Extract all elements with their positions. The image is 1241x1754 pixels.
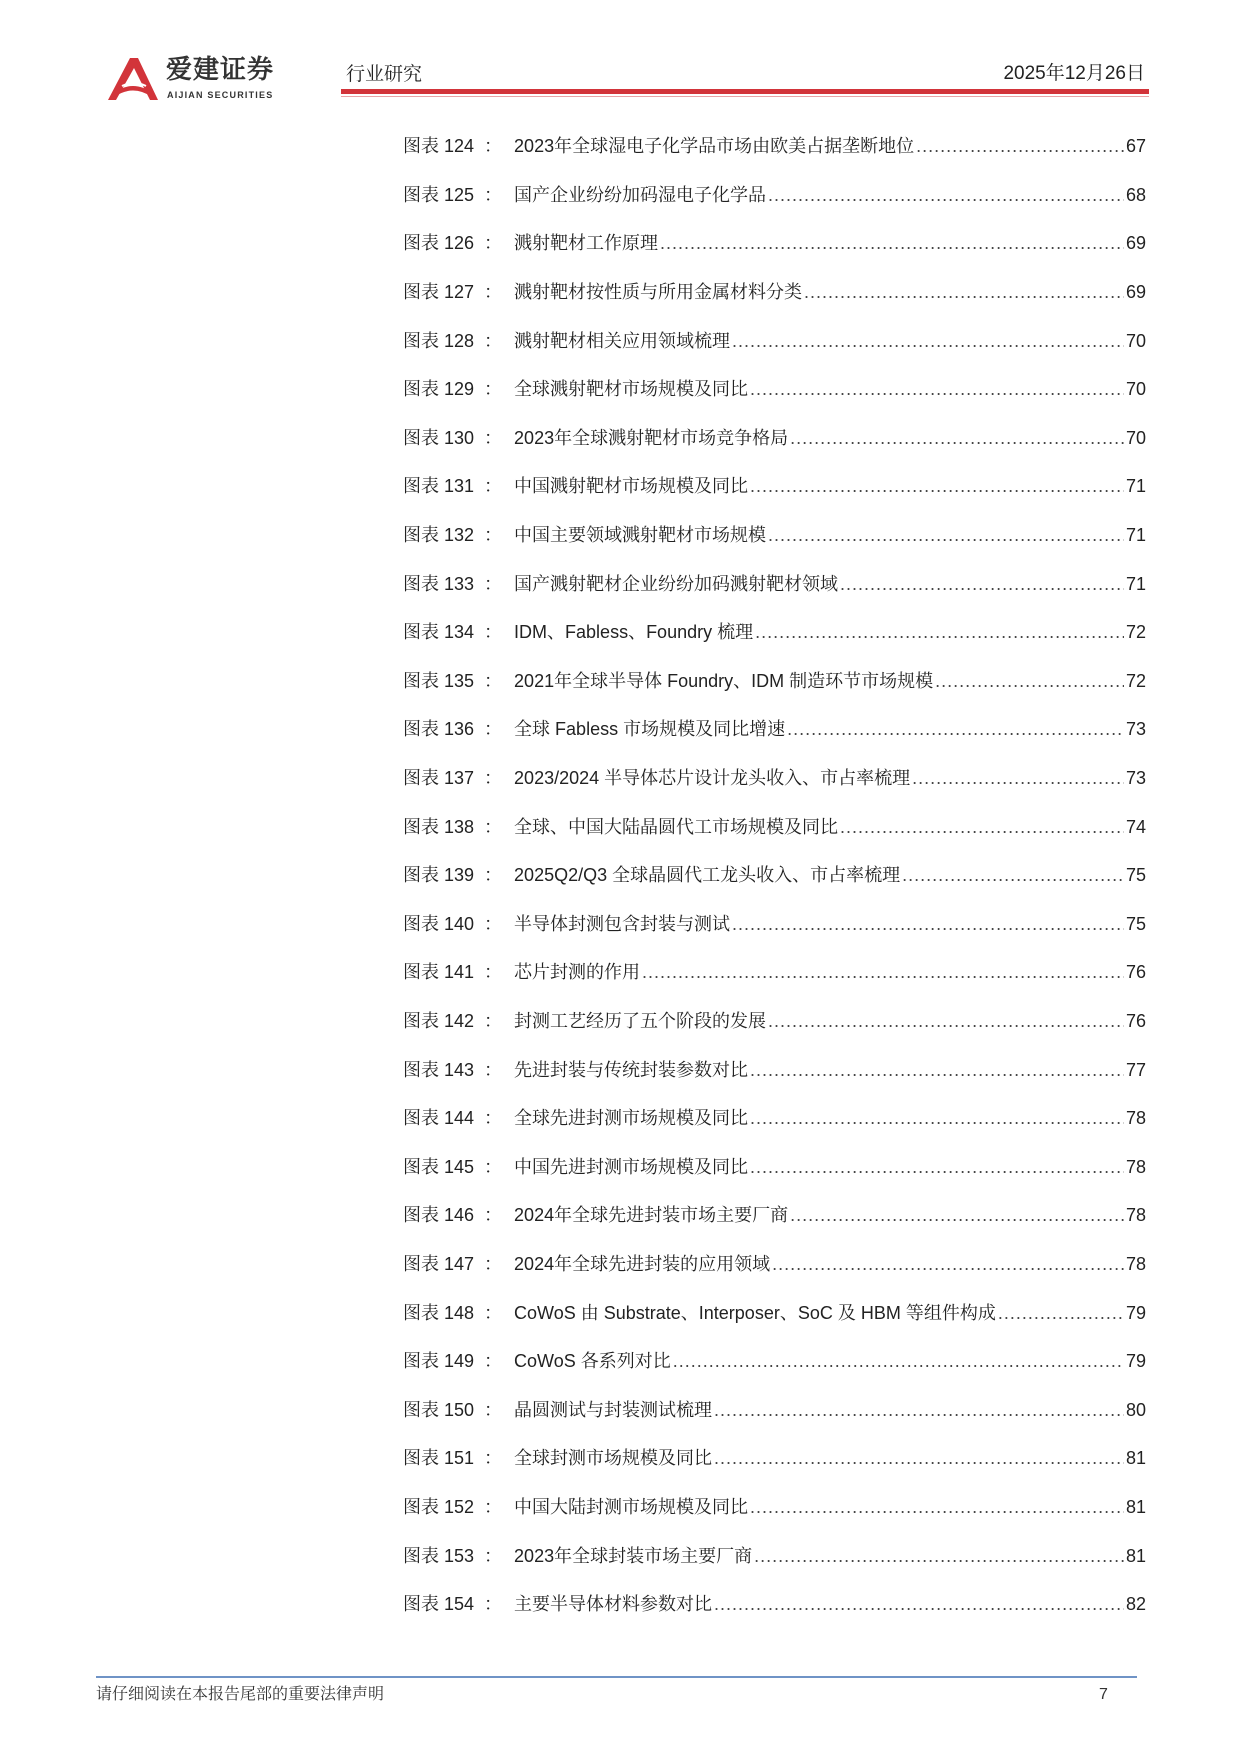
toc-entry-separator: ： bbox=[484, 1496, 503, 1517]
toc-entry-title: 2025Q2/Q3 全球晶圆代工龙头收入、市占率梳理 bbox=[514, 865, 901, 886]
toc-entry-label: 图表 127 bbox=[403, 282, 475, 303]
toc-entry-label: 图表 132 bbox=[403, 525, 475, 546]
toc-entry-separator: ： bbox=[484, 1205, 503, 1226]
toc-entry[interactable] bbox=[403, 1483, 1146, 1532]
toc-entry-label: 图表 146 bbox=[403, 1205, 475, 1226]
toc-entry-title: 中国主要领域溅射靶材市场规模 bbox=[514, 525, 767, 546]
toc-entry-page: 76 bbox=[1125, 962, 1146, 983]
toc-entry-title: 全球 Fabless 市场规模及同比增速 bbox=[514, 719, 786, 740]
toc-entry-label: 图表 152 bbox=[403, 1496, 475, 1517]
toc-entry-title: 全球、中国大陆晶圆代工市场规模及同比 bbox=[514, 816, 839, 837]
toc-dot-leader bbox=[998, 1301, 1124, 1325]
toc-entry-label: 图表 128 bbox=[403, 330, 475, 351]
toc-entry-page: 78 bbox=[1125, 1156, 1146, 1177]
toc-entry-separator: ： bbox=[484, 1059, 503, 1080]
toc-entry-page: 70 bbox=[1125, 427, 1146, 448]
toc-entry-title: 2021年全球半导体 Foundry、IDM 制造环节市场规模 bbox=[514, 670, 934, 691]
toc-entry[interactable] bbox=[403, 268, 1146, 317]
toc-entry-label: 图表 151 bbox=[403, 1448, 475, 1469]
toc-dot-leader bbox=[714, 1446, 1124, 1470]
toc-dot-leader bbox=[912, 766, 1124, 790]
toc-dot-leader bbox=[787, 717, 1124, 741]
toc-entry-separator: ： bbox=[484, 1108, 503, 1129]
toc-dot-leader bbox=[750, 474, 1124, 498]
toc-entry-page: 71 bbox=[1125, 476, 1146, 497]
toc-entry[interactable] bbox=[403, 171, 1146, 220]
toc-entry-separator: ： bbox=[484, 670, 503, 691]
toc-entry-title: 全球封测市场规模及同比 bbox=[514, 1448, 713, 1469]
toc-entry[interactable] bbox=[403, 1191, 1146, 1240]
toc-entry-page: 68 bbox=[1125, 184, 1146, 205]
toc-dot-leader bbox=[642, 960, 1124, 984]
toc-dot-leader bbox=[768, 1009, 1124, 1033]
toc-entry-page: 77 bbox=[1125, 1059, 1146, 1080]
toc-entry-page: 78 bbox=[1125, 1205, 1146, 1226]
toc-entry-separator: ： bbox=[484, 282, 503, 303]
toc-entry-page: 82 bbox=[1125, 1594, 1146, 1615]
toc-entry-label: 图表 130 bbox=[403, 427, 475, 448]
toc-entry-title: CoWoS 各系列对比 bbox=[514, 1351, 671, 1372]
toc-dot-leader bbox=[732, 912, 1124, 936]
toc-entry-separator: ： bbox=[484, 573, 503, 594]
toc-entry-separator: ： bbox=[484, 1302, 503, 1323]
header-divider-thin bbox=[341, 96, 1149, 97]
toc-entry[interactable] bbox=[403, 365, 1146, 414]
toc-entry-page: 75 bbox=[1125, 865, 1146, 886]
toc-entry-title: 2024年全球先进封装的应用领域 bbox=[514, 1253, 771, 1274]
toc-entry-page: 72 bbox=[1125, 622, 1146, 643]
toc-entry-title: 中国溅射靶材市场规模及同比 bbox=[514, 476, 749, 497]
toc-entry-label: 图表 139 bbox=[403, 865, 475, 886]
toc-entry-separator: ： bbox=[484, 1448, 503, 1469]
toc-dot-leader bbox=[714, 1592, 1124, 1616]
toc-entry-label: 图表 154 bbox=[403, 1594, 475, 1615]
toc-entry[interactable] bbox=[403, 705, 1146, 754]
toc-entry-title: 2023年全球湿电子化学品市场由欧美占据垄断地位 bbox=[514, 136, 915, 157]
toc-entry-page: 81 bbox=[1125, 1545, 1146, 1566]
company-logo bbox=[106, 54, 306, 104]
header-divider bbox=[341, 89, 1149, 94]
toc-entry[interactable] bbox=[403, 559, 1146, 608]
toc-entry-title: 中国大陆封测市场规模及同比 bbox=[514, 1496, 749, 1517]
toc-entry-separator: ： bbox=[484, 1156, 503, 1177]
toc-dot-leader bbox=[754, 1544, 1124, 1568]
logo-text-en: AIJIAN SECURITIES bbox=[167, 90, 274, 100]
toc-entry[interactable] bbox=[403, 1531, 1146, 1580]
toc-entry-label: 图表 134 bbox=[403, 622, 475, 643]
toc-entry-page: 76 bbox=[1125, 1010, 1146, 1031]
toc-entry-label: 图表 125 bbox=[403, 184, 475, 205]
toc-entry[interactable] bbox=[403, 851, 1146, 900]
toc-entry-label: 图表 147 bbox=[403, 1253, 475, 1274]
toc-entry-separator: ： bbox=[484, 1545, 503, 1566]
toc-entry[interactable] bbox=[403, 1094, 1146, 1143]
logo-text-cn: 爱建证券 bbox=[166, 54, 275, 84]
toc-dot-leader bbox=[804, 280, 1124, 304]
toc-entry-page: 71 bbox=[1125, 525, 1146, 546]
toc-dot-leader bbox=[750, 1495, 1124, 1519]
toc-entry-title: 先进封装与传统封装参数对比 bbox=[514, 1059, 749, 1080]
report-section: 行业研究 bbox=[346, 64, 423, 85]
toc-entry-page: 69 bbox=[1125, 233, 1146, 254]
toc-dot-leader bbox=[750, 1058, 1124, 1082]
toc-entry-label: 图表 145 bbox=[403, 1156, 475, 1177]
toc-entry-label: 图表 129 bbox=[403, 379, 475, 400]
toc-entry-separator: ： bbox=[484, 1351, 503, 1372]
toc-entry-separator: ： bbox=[484, 476, 503, 497]
toc-entry-label: 图表 136 bbox=[403, 719, 475, 740]
footer-divider bbox=[96, 1676, 1137, 1678]
toc-entry[interactable] bbox=[403, 511, 1146, 560]
toc-dot-leader bbox=[790, 426, 1124, 450]
toc-entry-title: 溅射靶材工作原理 bbox=[514, 233, 659, 254]
toc-dot-leader bbox=[772, 1252, 1124, 1276]
page-number: 7 bbox=[1099, 1686, 1108, 1703]
toc-entry-separator: ： bbox=[484, 913, 503, 934]
toc-entry-title: 2023年全球溅射靶材市场竞争格局 bbox=[514, 427, 789, 448]
toc-entry-title: 全球溅射靶材市场规模及同比 bbox=[514, 379, 749, 400]
toc-entry-page: 79 bbox=[1125, 1351, 1146, 1372]
toc-dot-leader bbox=[790, 1203, 1124, 1227]
toc-entry-title: 溅射靶材按性质与所用金属材料分类 bbox=[514, 282, 803, 303]
toc-entry-page: 75 bbox=[1125, 913, 1146, 934]
toc-dot-leader bbox=[750, 377, 1124, 401]
toc-entry-separator: ： bbox=[484, 622, 503, 643]
toc-dot-leader bbox=[660, 231, 1124, 255]
toc-entry-page: 69 bbox=[1125, 282, 1146, 303]
toc-entry-page: 73 bbox=[1125, 768, 1146, 789]
toc-entry-page: 72 bbox=[1125, 670, 1146, 691]
toc-entry-label: 图表 142 bbox=[403, 1010, 475, 1031]
toc-entry-page: 67 bbox=[1125, 136, 1146, 157]
toc-dot-leader bbox=[916, 134, 1124, 158]
toc-entry-separator: ： bbox=[484, 865, 503, 886]
toc-entry-page: 71 bbox=[1125, 573, 1146, 594]
toc-entry-label: 图表 149 bbox=[403, 1351, 475, 1372]
toc-entry-title: 国产企业纷纷加码湿电子化学品 bbox=[514, 184, 767, 205]
toc-dot-leader bbox=[840, 815, 1124, 839]
toc-entry[interactable] bbox=[403, 657, 1146, 706]
toc-entry-page: 79 bbox=[1125, 1302, 1146, 1323]
toc-entry-page: 80 bbox=[1125, 1399, 1146, 1420]
toc-entry-title: 2024年全球先进封装市场主要厂商 bbox=[514, 1205, 789, 1226]
toc-entry-title: 2023/2024 半导体芯片设计龙头收入、市占率梳理 bbox=[514, 768, 911, 789]
toc-entry[interactable] bbox=[403, 122, 1146, 171]
logo-a-icon bbox=[106, 56, 160, 100]
toc-entry-title: 溅射靶材相关应用领域梳理 bbox=[514, 330, 731, 351]
toc-entry[interactable] bbox=[403, 1240, 1146, 1289]
toc-entry[interactable] bbox=[403, 900, 1146, 949]
toc-entry-separator: ： bbox=[484, 962, 503, 983]
toc-entry-separator: ： bbox=[484, 768, 503, 789]
toc-entry-title: 中国先进封测市场规模及同比 bbox=[514, 1156, 749, 1177]
toc-entry[interactable] bbox=[403, 754, 1146, 803]
toc-entry-label: 图表 124 bbox=[403, 136, 475, 157]
toc-entry-title: 封测工艺经历了五个阶段的发展 bbox=[514, 1010, 767, 1031]
toc-entry-label: 图表 153 bbox=[403, 1545, 475, 1566]
toc-dot-leader bbox=[768, 523, 1124, 547]
toc-entry-separator: ： bbox=[484, 1253, 503, 1274]
toc-entry-separator: ： bbox=[484, 719, 503, 740]
toc-entry-page: 81 bbox=[1125, 1496, 1146, 1517]
toc-entry-separator: ： bbox=[484, 233, 503, 254]
toc-entry-label: 图表 148 bbox=[403, 1302, 475, 1323]
toc-entry[interactable] bbox=[403, 948, 1146, 997]
toc-entry-separator: ： bbox=[484, 1594, 503, 1615]
figure-index-list bbox=[403, 122, 1146, 1628]
toc-entry[interactable] bbox=[403, 462, 1146, 511]
footer-disclaimer: 请仔细阅读在本报告尾部的重要法律声明 bbox=[96, 1686, 385, 1703]
toc-entry-separator: ： bbox=[484, 136, 503, 157]
toc-entry-page: 81 bbox=[1125, 1448, 1146, 1469]
toc-entry-label: 图表 144 bbox=[403, 1108, 475, 1129]
toc-entry-title: 主要半导体材料参数对比 bbox=[514, 1594, 713, 1615]
toc-entry-title: 国产溅射靶材企业纷纷加码溅射靶材领域 bbox=[514, 573, 839, 594]
toc-entry-label: 图表 131 bbox=[403, 476, 475, 497]
toc-entry[interactable] bbox=[403, 997, 1146, 1046]
toc-entry-page: 70 bbox=[1125, 330, 1146, 351]
toc-entry-separator: ： bbox=[484, 330, 503, 351]
toc-entry-label: 图表 141 bbox=[403, 962, 475, 983]
toc-entry-separator: ： bbox=[484, 1010, 503, 1031]
toc-entry[interactable] bbox=[403, 608, 1146, 657]
toc-entry[interactable] bbox=[403, 1337, 1146, 1386]
toc-dot-leader bbox=[935, 669, 1124, 693]
toc-dot-leader bbox=[755, 620, 1124, 644]
toc-entry-page: 78 bbox=[1125, 1108, 1146, 1129]
toc-entry-separator: ： bbox=[484, 427, 503, 448]
toc-entry-page: 78 bbox=[1125, 1253, 1146, 1274]
toc-dot-leader bbox=[714, 1398, 1124, 1422]
toc-entry[interactable] bbox=[403, 1288, 1146, 1337]
toc-entry[interactable] bbox=[403, 1045, 1146, 1094]
toc-entry-title: 芯片封测的作用 bbox=[514, 962, 641, 983]
toc-entry-title: CoWoS 由 Substrate、Interposer、SoC 及 HBM 等组件构成 bbox=[514, 1302, 996, 1323]
toc-entry-label: 图表 126 bbox=[403, 233, 475, 254]
toc-entry-page: 74 bbox=[1125, 816, 1146, 837]
toc-dot-leader bbox=[732, 329, 1124, 353]
toc-entry-separator: ： bbox=[484, 379, 503, 400]
toc-entry-title: 晶圆测试与封装测试梳理 bbox=[514, 1399, 713, 1420]
report-date: 2025年12月26日 bbox=[1003, 63, 1145, 84]
toc-entry-label: 图表 133 bbox=[403, 573, 475, 594]
toc-entry[interactable] bbox=[403, 414, 1146, 463]
toc-entry-label: 图表 140 bbox=[403, 913, 475, 934]
toc-entry[interactable] bbox=[403, 1142, 1146, 1191]
toc-entry-separator: ： bbox=[484, 184, 503, 205]
toc-dot-leader bbox=[750, 1106, 1124, 1130]
toc-entry-label: 图表 138 bbox=[403, 816, 475, 837]
toc-entry-title: IDM、Fabless、Foundry 梳理 bbox=[514, 622, 754, 643]
toc-entry-separator: ： bbox=[484, 525, 503, 546]
toc-dot-leader bbox=[840, 572, 1124, 596]
toc-entry[interactable] bbox=[403, 1385, 1146, 1434]
toc-dot-leader bbox=[768, 183, 1124, 207]
toc-entry-title: 全球先进封测市场规模及同比 bbox=[514, 1108, 749, 1129]
toc-dot-leader bbox=[902, 863, 1124, 887]
toc-entry[interactable] bbox=[403, 1434, 1146, 1483]
toc-entry-page: 73 bbox=[1125, 719, 1146, 740]
toc-entry[interactable] bbox=[403, 1580, 1146, 1629]
toc-entry-label: 图表 143 bbox=[403, 1059, 475, 1080]
toc-entry-separator: ： bbox=[484, 816, 503, 837]
toc-entry[interactable] bbox=[403, 316, 1146, 365]
toc-entry-title: 半导体封测包含封装与测试 bbox=[514, 913, 731, 934]
toc-entry-label: 图表 150 bbox=[403, 1399, 475, 1420]
toc-dot-leader bbox=[673, 1349, 1124, 1373]
toc-entry[interactable] bbox=[403, 802, 1146, 851]
toc-dot-leader bbox=[750, 1155, 1124, 1179]
toc-entry-label: 图表 137 bbox=[403, 768, 475, 789]
toc-entry-page: 70 bbox=[1125, 379, 1146, 400]
toc-entry[interactable] bbox=[403, 219, 1146, 268]
toc-entry-label: 图表 135 bbox=[403, 670, 475, 691]
toc-entry-separator: ： bbox=[484, 1399, 503, 1420]
toc-entry-title: 2023年全球封装市场主要厂商 bbox=[514, 1545, 753, 1566]
